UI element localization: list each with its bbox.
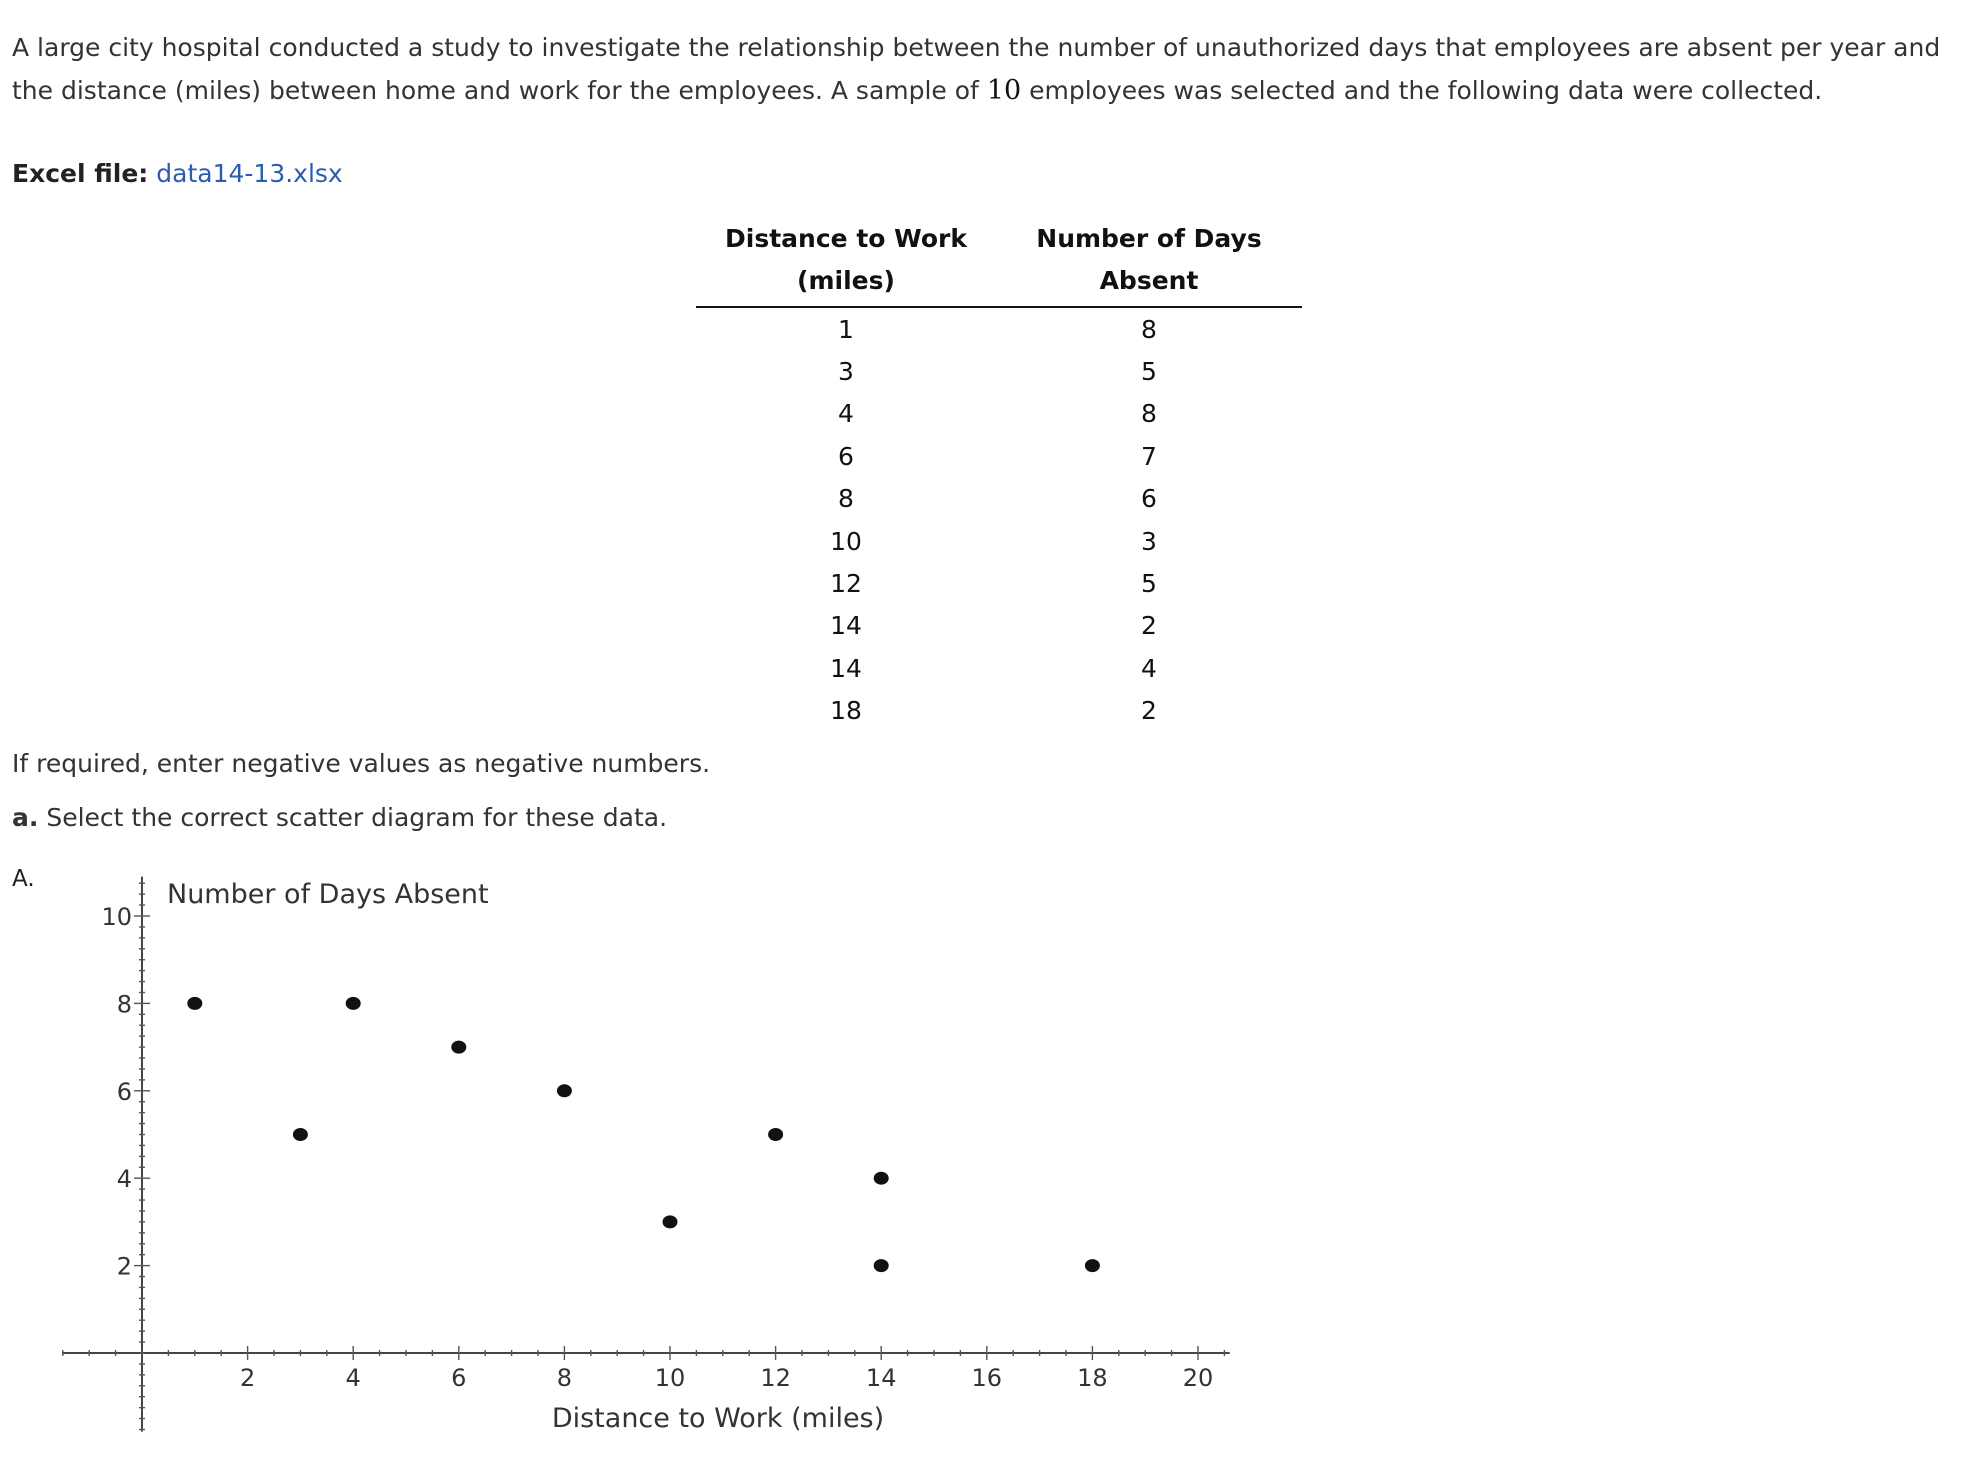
cell-distance: 18 <box>830 696 862 726</box>
cell-distance: 14 <box>830 611 862 641</box>
sample-size: 10 <box>986 75 1022 106</box>
cell-distance: 14 <box>830 653 862 683</box>
chart-axes <box>62 877 1230 1432</box>
intro-text-after: employees was selected and the following data were collected. <box>1021 76 1823 105</box>
x-tick-label: 4 <box>345 1364 361 1392</box>
table-row <box>696 307 1302 350</box>
table-row <box>696 478 1302 520</box>
cell-days: 4 <box>1141 653 1157 683</box>
instruction-note: If required, enter negative values as negative numbers. <box>12 749 711 778</box>
data-point <box>293 1128 308 1141</box>
table-row <box>696 350 1302 392</box>
x-tick-label: 8 <box>556 1364 573 1392</box>
y-tick-label: 4 <box>116 1165 132 1194</box>
cell-days: 2 <box>1141 611 1157 641</box>
header-distance-line2: (miles) <box>797 266 895 295</box>
intro-text-before: A large city hospital conducted a study to investigate the relationship between the number of unauthorized days that employees are absent per year and the distance (miles) between home and work for the employees. A sample of <box>12 33 1941 105</box>
table-row <box>696 647 1302 689</box>
x-tick-label: 12 <box>760 1364 791 1392</box>
cell-days: 5 <box>1141 357 1157 387</box>
cell-distance: 10 <box>830 526 862 556</box>
cell-days: 3 <box>1141 526 1157 556</box>
table-row <box>696 690 1302 732</box>
y-tick-label: 6 <box>116 1077 132 1106</box>
chart-ticks <box>63 883 1225 1429</box>
cell-distance: 3 <box>838 357 854 387</box>
cell-distance: 12 <box>830 569 862 599</box>
data-point <box>768 1128 783 1141</box>
scatter-diagram-a[interactable] <box>0 860 1260 1460</box>
problem-intro <box>12 26 1952 112</box>
excel-file-line <box>12 152 343 195</box>
table-row <box>696 562 1302 604</box>
x-tick-label: 6 <box>451 1364 467 1392</box>
data-point <box>451 1041 466 1054</box>
table-row <box>696 393 1302 435</box>
table-row <box>696 520 1302 562</box>
header-days-line2: Absent <box>1099 266 1199 295</box>
data-point <box>1085 1259 1100 1272</box>
excel-file-link[interactable]: data14-13.xlsx <box>156 159 343 188</box>
question-part-label: a. <box>12 803 39 832</box>
x-tick-label: 2 <box>239 1364 256 1392</box>
data-point <box>874 1172 889 1185</box>
table-row <box>696 435 1302 477</box>
cell-distance: 4 <box>838 399 854 429</box>
y-axis-label: Number of Days Absent <box>167 879 489 910</box>
option-a-label[interactable]: A. <box>12 866 35 892</box>
header-days-line1: Number of Days <box>1036 224 1262 253</box>
question-text: Select the correct scatter diagram for these data. <box>38 803 668 832</box>
data-table <box>696 218 1302 732</box>
table-row <box>696 605 1302 647</box>
cell-days: 8 <box>1141 399 1157 429</box>
cell-days: 2 <box>1141 696 1157 726</box>
cell-distance: 1 <box>838 314 854 344</box>
header-distance <box>696 218 996 307</box>
data-point <box>557 1084 572 1097</box>
header-distance-line1: Distance to Work <box>725 224 967 253</box>
cell-days: 6 <box>1141 484 1157 514</box>
chart-points <box>187 997 1100 1272</box>
cell-days: 7 <box>1141 441 1157 471</box>
question-a <box>12 796 667 839</box>
x-tick-label: 20 <box>1182 1364 1214 1392</box>
y-tick-label: 10 <box>101 903 132 931</box>
x-tick-label: 16 <box>971 1364 1003 1392</box>
x-tick-label: 18 <box>1077 1364 1108 1392</box>
x-tick-label: 10 <box>654 1364 686 1392</box>
x-tick-label: 14 <box>865 1364 897 1392</box>
y-tick-label: 2 <box>116 1252 132 1281</box>
header-days-absent <box>996 218 1302 307</box>
cell-days: 8 <box>1141 314 1157 344</box>
excel-file-label: Excel file: <box>12 159 149 188</box>
cell-distance: 6 <box>838 441 854 471</box>
data-point <box>874 1259 889 1272</box>
data-point <box>187 997 202 1010</box>
cell-distance: 8 <box>838 484 854 514</box>
x-axis-label: Distance to Work (miles) <box>551 1403 885 1434</box>
data-point <box>663 1215 678 1228</box>
cell-days: 5 <box>1141 569 1157 599</box>
y-tick-label: 8 <box>116 990 132 1019</box>
data-point <box>346 997 361 1010</box>
